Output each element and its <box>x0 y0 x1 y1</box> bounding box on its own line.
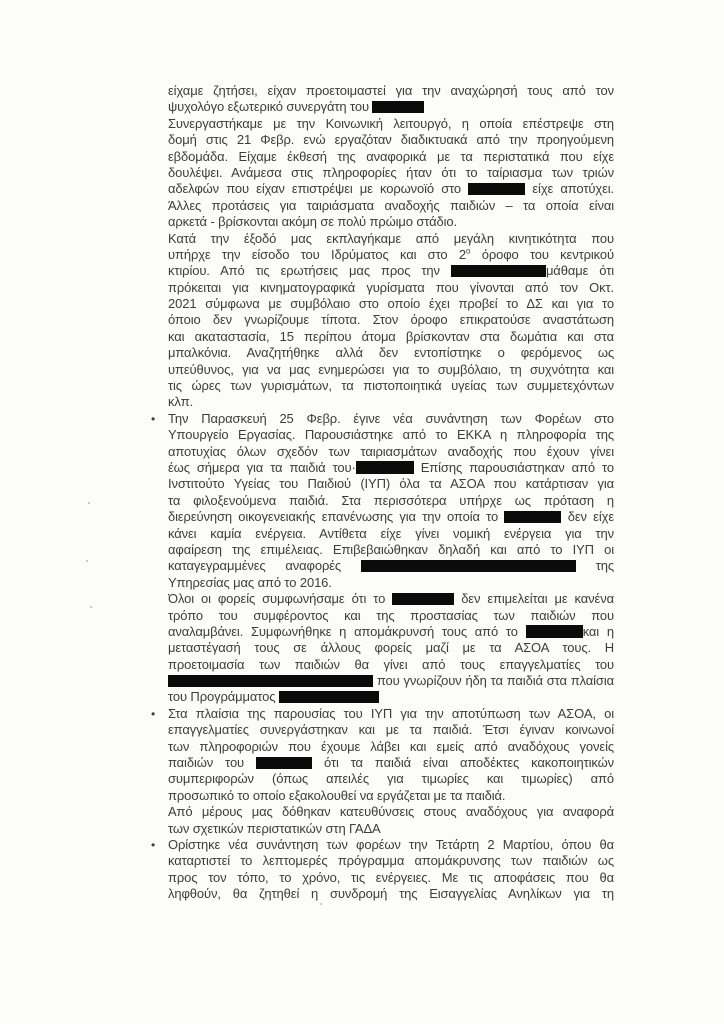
bullet-item <box>151 410 614 706</box>
text-line: ληφθούν, θα ζητηθεί η συνδρομή της Εισαγγελίας Ανηλίκων για τη <box>168 886 614 902</box>
redaction-box <box>372 101 424 114</box>
text-line: προς τον τόπο, το χρόνο, τις ενέργειες. Με τις αποφάσεις που θα <box>168 869 614 885</box>
text-line: υπήρχε την είσοδο του Ιδρύματος και στο $2^o$ όροφο του κεντρικού <box>168 246 614 262</box>
text-line: παιδιών του ότι τα παιδιά είναι αποδέκτες κακοποιητικών <box>168 755 614 771</box>
document-body <box>151 83 614 903</box>
text-line: είχαμε ζητήσει, είχαν προετοιμαστεί για την αναχώρησή τους από τον <box>168 83 614 98</box>
text-line: αναλαμβάνει. Συμφωνήθηκε η απομάκρυνσή τους από το και η <box>168 623 614 639</box>
scan-speckle <box>86 560 88 562</box>
text-line: των σχετικών περιστατικών στη ΓΑΔΑ <box>168 820 381 836</box>
text-line: καταγεγραμμένες αναφορές της <box>168 558 614 574</box>
text-line: και ακαταστασία, 15 περίπου άτομα βρίσκονταν στα δωμάτια και στα <box>168 328 614 344</box>
text-line: προσωπικό το οποίο εξακολουθεί να εργάζεται με τα παιδιά. <box>168 787 506 803</box>
redaction-box <box>468 183 525 196</box>
text-line: Ινστιτούτο Υγείας του Παιδιού (ΙΥΠ) όλα τα ΑΣΟΑ που κατάρτισαν για <box>168 476 614 492</box>
text-line: του Προγράμματος <box>168 689 614 705</box>
redaction-box <box>392 593 454 606</box>
text-line: Υπηρεσίας μας από το 2016. <box>168 574 332 590</box>
text-line: αδελφών που είχαν επιστρέψει με κορωνοϊό στο είχε αποτύχει. <box>168 181 614 197</box>
text-line: προετοιμασία των παιδιών θα γίνει από τους επαγγελματίες του <box>168 656 614 672</box>
redaction-box <box>451 265 546 278</box>
text-line: διερεύνηση οικογενειακής επανένωσης για την οποία το δεν είχε <box>168 509 614 525</box>
text-line: αρκετά - βρίσκονται ακόμη σε πολύ πρώιμο στάδιο. <box>168 214 458 230</box>
redaction-box <box>526 625 583 638</box>
text-line: καταρτιστεί το λεπτομερές πρόγραμμα απομάκρυνσης των παιδιών ως <box>168 853 614 869</box>
text-line: τρόπο του συμφέροντος και της προστασίας των παιδιών που <box>168 607 614 623</box>
superscript-ordinal: ο <box>465 246 471 256</box>
text-line: αποτυχίας όλων σχεδόν των ταιριασμάτων αναδοχής που έχουν γίνει <box>168 443 614 459</box>
text-line: έως σήμερα για τα παιδιά του· Επίσης παρουσιάστηκαν από το <box>168 459 614 475</box>
bullet-marker: • <box>151 706 156 721</box>
scan-speckle <box>320 903 322 905</box>
text-line: Ορίστηκε νέα συνάντηση των φορέων την Τετάρτη 2 Μαρτίου, όπου θα <box>168 836 614 852</box>
redaction-box <box>279 691 379 704</box>
text-line: τις ώρες των γυρισμάτων, τα πιστοποιητικά υγείας των συμμετεχόντων <box>168 378 614 394</box>
text-line: ψυχολόγο εξωτερικό συνεργάτη του <box>168 99 614 115</box>
scan-speckle <box>88 502 90 504</box>
text-line: Κατά την έξοδό μας εκπλαγήκαμε από μεγάλη κινητικότητα που <box>168 230 614 246</box>
text-line: τα φιλοξενούμενα παιδιά. Στα περισσότερα υπήρχε ως πρόταση η <box>168 492 614 508</box>
redaction-box <box>504 511 561 524</box>
text-line: μπαλκόνια. Αναζητήθηκε αλλά δεν εντοπίστηκε ο φερόμενος ως <box>168 345 614 361</box>
text-line: που γνωρίζουν ήδη τα παιδιά στα πλαίσια <box>168 673 614 689</box>
text-line: Άλλες προτάσεις για ταιριάσματα αναδοχής παιδιών – τα οποία είναι <box>168 197 614 213</box>
redaction-box <box>168 675 373 688</box>
text-line: υπεύθυνος, για να μας ενημερώσει για το συμβόλαιο, τη συχνότητα και <box>168 361 614 377</box>
bullet-marker: • <box>151 837 156 852</box>
text-line: όποιο δεν γνωρίζουμε τίποτα. Στον όροφο επικρατούσε αναστάτωση <box>168 312 614 328</box>
text-line: μεταστέγασή τους σε άλλους φορείς μαζί με τα ΑΣΟΑ τους. Η <box>168 640 614 656</box>
paragraph <box>168 83 614 411</box>
bullet-marker: • <box>151 411 156 426</box>
text-line: πρόκειται για κινηματογραφικά γυρίσματα που γίνονται από τον Οκτ. <box>168 279 614 295</box>
text-line: αφαίρεση της επιμέλειας. Επιβεβαιώθηκαν δηλαδή και από το ΙΥΠ οι <box>168 541 614 557</box>
text-line: εβδομάδα. Είχαμε έκθεσή της αναφορικά με τα περιστατικά που είχε <box>168 148 614 164</box>
text-line: δουλέψει. Ανάμεσα στις πληροφορίες ήταν ότι το ταίριασμα των τριών <box>168 164 614 180</box>
text-line: δομή στις 21 Φεβρ. ενώ εργαζόταν διαδικτυακά από την προηγούμενη <box>168 132 614 148</box>
text-line: κτιρίου. Από τις ερωτήσεις μας προς την μάθαμε ότι <box>168 263 614 279</box>
text-line: 2021 σύμφωνα με συμβόλαιο στο οποίο έχει προβεί το ΔΣ και για το <box>168 296 614 312</box>
redaction-box <box>356 461 414 474</box>
text-line: κλπ. <box>168 394 194 410</box>
text-line: συμπεριφορών (όπως απειλές για τιμωρίες και τιμωρίες) από <box>168 771 614 787</box>
scan-speckle <box>90 606 92 608</box>
text-line: κάνει καμία ενέργεια. Αντίθετα είχε γίνει νομική ενέργεια για την <box>168 525 614 541</box>
text-line: Την Παρασκευή 25 Φεβρ. έγινε νέα συνάντηση των Φορέων στο <box>168 410 614 426</box>
bullet-item <box>151 705 614 837</box>
redaction-box <box>256 757 312 770</box>
text-line: Από μέρους μας δόθηκαν κατευθύνσεις στους αναδόχους για αναφορά <box>168 804 614 820</box>
bullet-item <box>151 836 614 903</box>
text-line: Υπουργείο Εργασίας. Παρουσιάστηκε από το ΕΚΚΑ η πληροφορία της <box>168 427 614 443</box>
text-line: Όλοι οι φορείς συμφωνήσαμε ότι το δεν επιμελείται με κανένα <box>168 591 614 607</box>
text-line: των πληροφοριών που έχουμε λάβει και εμείς από αναδόχους γονείς <box>168 738 614 754</box>
text-line: Στα πλαίσια της παρουσίας του ΙΥΠ για την αποτύπωση των ΑΣΟΑ, οι <box>168 705 614 721</box>
text-line: Συνεργαστήκαμε με την Κοινωνική λειτουργό, η οποία επέστρεψε στη <box>168 115 614 131</box>
redaction-box <box>361 560 576 573</box>
text-line: επαγγελματίες συνεργάστηκαν και με τα παιδιά. Έτσι έγιναν κοινωνοί <box>168 722 614 738</box>
